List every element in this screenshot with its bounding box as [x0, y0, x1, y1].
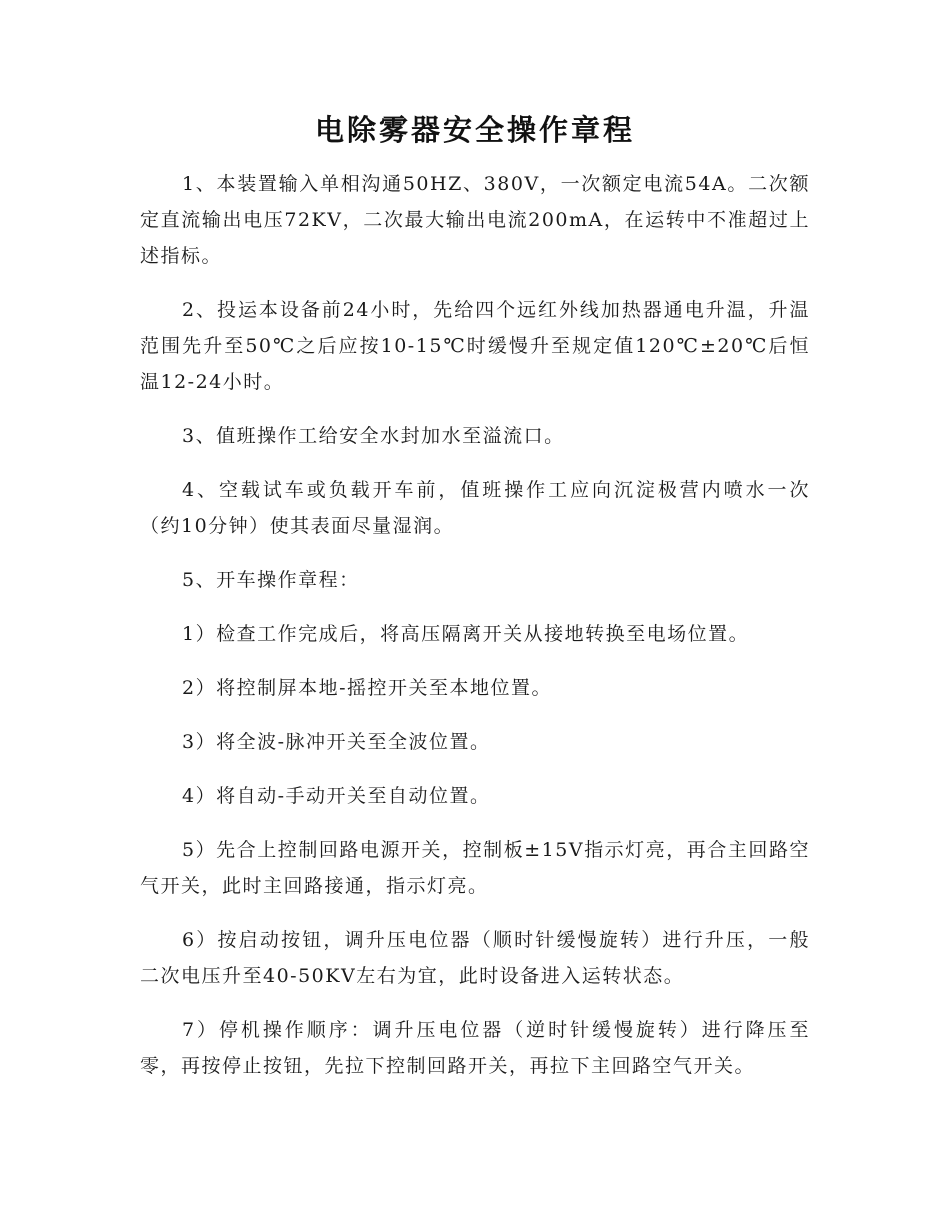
step-5: 5）先合上控制回路电源开关，控制板±15V指示灯亮，再合主回路空气开关，此时主回路接通，指示灯亮。 — [140, 839, 810, 897]
paragraph-3: 3、值班操作工给安全水封加水至溢流口。 — [182, 425, 565, 447]
document-title: 电除雾器安全操作章程 — [314, 113, 635, 147]
step-1: 1）检查工作完成后，将高压隔离开关从接地转换至电场位置。 — [182, 623, 750, 645]
step-7: 7）停机操作顺序：调升压电位器（逆时针缓慢旋转）进行降压至零，再按停止按钮，先拉下控制回路开关，再拉下主回路空气开关。 — [140, 1019, 810, 1077]
document-body — [140, 166, 810, 1102]
paragraph-5: 5、开车操作章程： — [182, 569, 360, 591]
step-4: 4）将自动-手动开关至自动位置。 — [182, 785, 491, 807]
step-2: 2）将控制屏本地-摇控开关至本地位置。 — [182, 677, 553, 699]
paragraph-4: 4、空载试车或负载开车前，值班操作工应向沉淀极营内喷水一次（约10分钟）使其表面尽量湿润。 — [140, 479, 810, 537]
step-3: 3）将全波-脉冲开关至全波位置。 — [182, 731, 491, 753]
paragraph-1: 1、本装置输入单相沟通50HZ、380V，一次额定电流54A。二次额定直流输出电压72KV，二次最大输出电流200mA，在运转中不准超过上述指标。 — [140, 173, 810, 267]
paragraph-2: 2、投运本设备前24小时，先给四个远红外线加热器通电升温，升温范围先升至50℃之后应按10-15℃时缓慢升至规定值120℃±20℃后恒温12-24小时。 — [140, 299, 810, 393]
step-6: 6）按启动按钮，调升压电位器（顺时针缓慢旋转）进行升压，一般二次电压升至40-50KV左右为宜，此时设备进入运转状态。 — [140, 929, 810, 987]
